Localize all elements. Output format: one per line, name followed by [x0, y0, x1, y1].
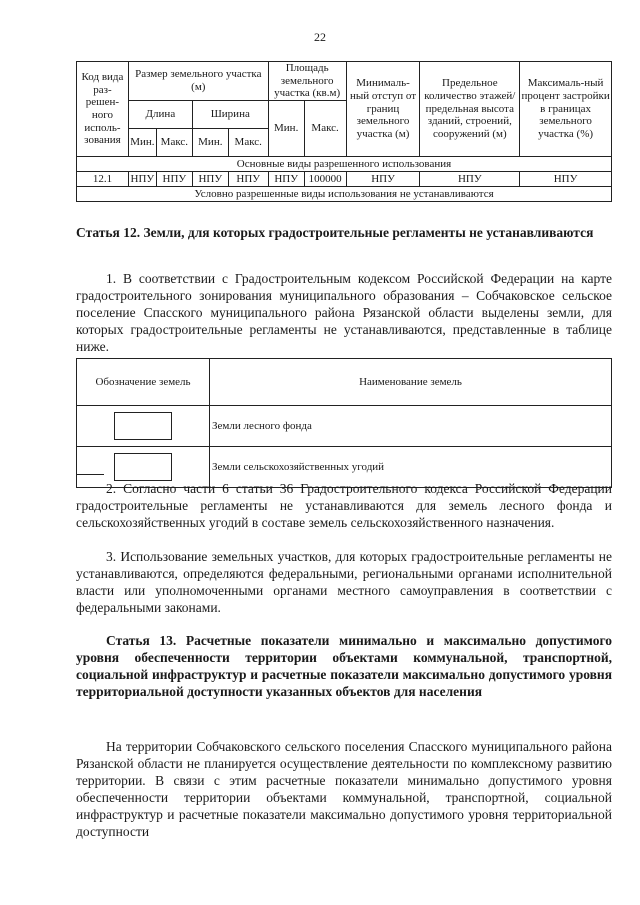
header-area: Площадь земельного участка (кв.м) — [268, 62, 346, 101]
table-cell: НПУ — [420, 171, 520, 186]
article-12-paragraph-2: 2. Согласно части 6 статьи 36 Градостроительного кодекса Российской Федерации градостроительные регламенты не устанавливаются для земель лесного фонда и сельскохозяйственных угодий в составе земель сельскохозяйственного назначения. — [76, 481, 612, 530]
zoning-parameters-table — [76, 61, 612, 202]
header-size: Размер земельного участка (м) — [128, 62, 268, 101]
header-length: Длина — [128, 100, 192, 128]
header-max-floors: Предельное количество этажей/ предельная высота зданий, строений, сооружений (м) — [420, 62, 520, 157]
section-main-uses: Основные виды разрешенного использования — [77, 156, 612, 171]
header-width: Ширина — [192, 100, 268, 128]
header-length-max: Макс. — [156, 128, 192, 156]
land-name-agricultural: Земли сельскохозяйственных угодий — [210, 447, 612, 488]
table-cell: НПУ — [268, 171, 304, 186]
section-conditional-uses: Условно разрешенные виды использования не устанавливаются — [77, 186, 612, 201]
page-number: 22 — [314, 30, 326, 44]
header-code: Код вида раз-решен-ного исполь-зования — [77, 62, 129, 157]
header-area-min: Мин. — [268, 100, 304, 156]
land-name-forest: Земли лесного фонда — [210, 406, 612, 447]
header-max-coverage: Максималь-ный процент застройки в границах земельного участка (%) — [520, 62, 612, 157]
header-width-max: Макс. — [228, 128, 268, 156]
header-width-min: Мин. — [192, 128, 228, 156]
article-12-title: Статья 12. Земли, для которых градостроительные регламенты не устанавливаются — [76, 225, 594, 240]
land-categories-table — [76, 358, 612, 488]
article-12-paragraph-3: 3. Использование земельных участков, для которых градостроительные регламенты не устанавливаются, определяются федеральными, региональными органами исполнительной власти или уполномоченными органами местного самоуправления в соответствии с федеральными законами. — [76, 549, 612, 615]
forest-land-legend-box — [114, 412, 172, 440]
table-cell: НПУ — [192, 171, 228, 186]
table-cell: 12.1 — [77, 171, 129, 186]
table-cell: НПУ — [128, 171, 156, 186]
agricultural-land-legend-box — [114, 453, 172, 481]
table-cell: 100000 — [304, 171, 346, 186]
article-13-paragraph-1: На территории Собчаковского сельского поселения Спасского муниципального района Рязанской области не планируется осуществление деятельности по комплексному развитию территории. В связи с этим расчетные показатели минимально допустимого уровня обеспеченности территории объектами коммунальной, транспортной, социальной инфраструктур и расчетные показатели максимально допустимого уровня территориальной доступности — [76, 739, 612, 839]
table-cell: НПУ — [520, 171, 612, 186]
header-min-setback: Минималь-ный отступ от границ земельного участка (м) — [346, 62, 420, 157]
legend-cell — [77, 406, 210, 447]
header-symbol: Обозначение земель — [77, 359, 210, 406]
table-cell: НПУ — [156, 171, 192, 186]
header-land-name: Наименование земель — [210, 359, 612, 406]
table-cell: НПУ — [346, 171, 420, 186]
header-length-min: Мин. — [128, 128, 156, 156]
header-area-max: Макс. — [304, 100, 346, 156]
table-stub-line — [76, 474, 104, 475]
table-cell: НПУ — [228, 171, 268, 186]
article-12-paragraph-1: 1. В соответствии с Градостроительным кодексом Российской Федерации на карте градостроительного зонирования муниципального образования – Собчаковское сельское поселение Спасского муниципального района Рязанской области выделены земли, для которых градостроительные регламенты не устанавливаются, представленные в таблице ниже. — [76, 271, 612, 354]
article-13-title: Статья 13. Расчетные показатели минимально и максимально допустимого уровня обеспеченности территории объектами коммунальной, транспортной, социальной инфраструктур и расчетные показатели максимально допустимого уровня территориальной доступности указанных объектов для населения — [76, 633, 612, 699]
